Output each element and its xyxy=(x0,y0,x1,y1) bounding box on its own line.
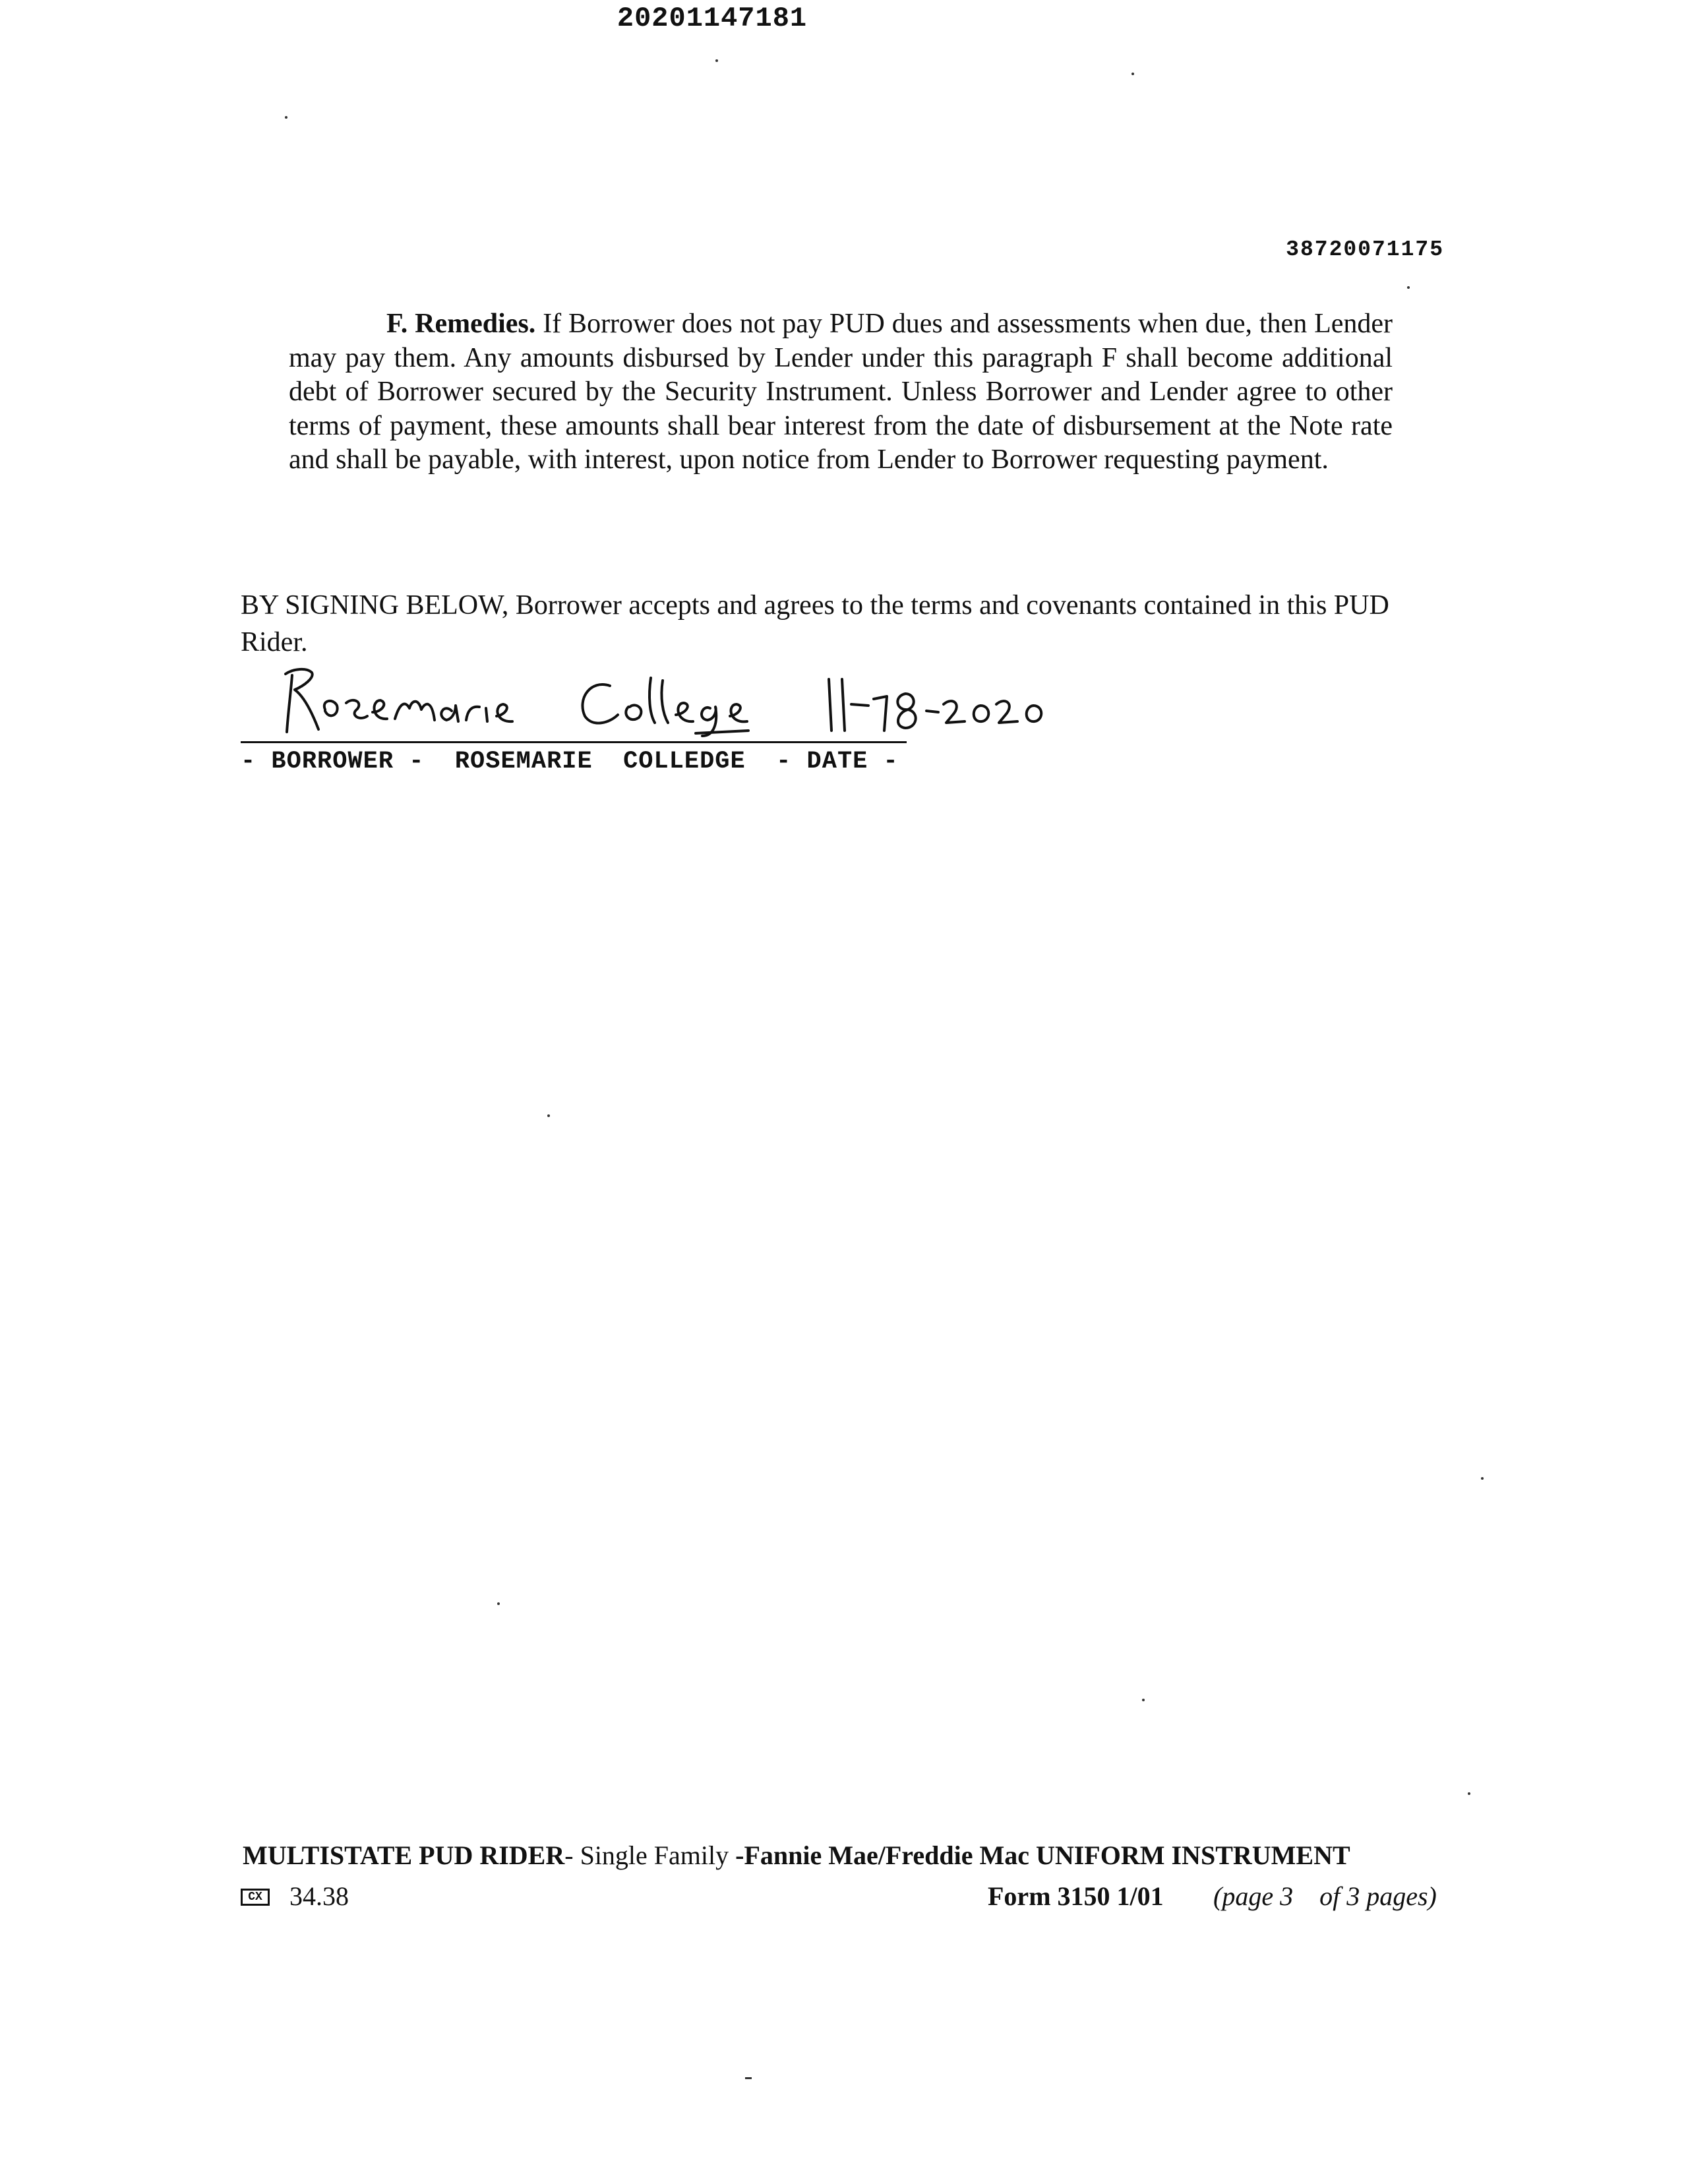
form-footer xyxy=(241,1881,1447,1918)
signature-block xyxy=(241,659,1164,775)
remedies-heading: F. Remedies. xyxy=(386,309,536,339)
form-title xyxy=(243,1840,1350,1871)
cx-logo-icon: CX xyxy=(241,1889,270,1906)
scan-speck xyxy=(1142,1699,1145,1701)
scan-speck xyxy=(715,59,718,62)
signature-line xyxy=(241,741,907,743)
signature-caption: - BORROWER - ROSEMARIE COLLEDGE - DATE - xyxy=(241,748,899,775)
scan-speck xyxy=(285,116,287,119)
scan-speck xyxy=(1407,286,1410,289)
form-title-part-3: -Fannie Mae/Freddie Mac UNIFORM INSTRUMENT xyxy=(735,1840,1350,1870)
scan-speck xyxy=(745,2077,752,2079)
scan-speck xyxy=(497,1602,500,1605)
scan-speck xyxy=(1481,1477,1484,1480)
remedies-text: If Borrower does not pay PUD dues and assessments when due, then Lender may pay them. Any amounts disbursed by Lender under this paragraph F shall become additional debt of Borrower secured by the Security Instrument. Unless Borrower and Lender agree to other terms of payment, these amounts shall bear interest from the date of disbursement at the Note rate and shall be payable, with interest, upon notice from Lender to Borrower requesting payment. xyxy=(289,309,1393,475)
handwritten-signature xyxy=(241,659,1164,743)
scan-speck xyxy=(1468,1792,1470,1795)
recording-number: 20201147181 xyxy=(617,3,808,34)
remedies-paragraph xyxy=(289,307,1393,477)
form-title-part-2: - Single Family xyxy=(564,1840,736,1870)
page-info: (page 3 of 3 pages) xyxy=(1213,1881,1437,1911)
form-number: Form 3150 1/01 xyxy=(988,1881,1164,1911)
scan-speck xyxy=(1131,73,1134,75)
signing-statement: BY SIGNING BELOW, Borrower accepts and agrees to the terms and covenants contained in this PUD Rider. xyxy=(241,590,1389,657)
loan-number: 38720071175 xyxy=(1286,237,1444,262)
form-title-part-1: MULTISTATE PUD RIDER xyxy=(243,1840,565,1870)
scan-speck xyxy=(547,1114,550,1117)
form-code: 34.38 xyxy=(289,1881,349,1911)
